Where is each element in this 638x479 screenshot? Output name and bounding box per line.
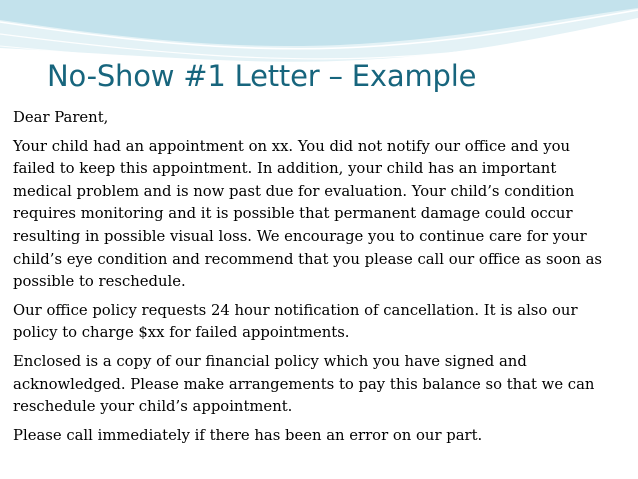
text-line: Dear Parent, xyxy=(13,109,109,126)
text-line: resulting in possible visual loss. We encourage you to continue care for your xyxy=(13,227,587,245)
text-line: Our office policy requests 24 hour notification of cancellation. It is also our xyxy=(13,301,578,319)
text-line: policy to charge $xx for failed appointments. xyxy=(13,324,350,342)
text-line: Your child had an appointment on xx. You did not notify our office and you xyxy=(13,137,571,155)
letter-greeting xyxy=(13,107,633,130)
text-line: Please call immediately if there has been an error on our part. xyxy=(13,426,483,444)
letter-paragraph-closing xyxy=(13,425,633,448)
text-line: Enclosed is a copy of our financial policy which you have signed and xyxy=(13,352,527,370)
text-line: reschedule your child’s appointment. xyxy=(13,398,293,416)
text-line: medical problem and is now past due for evaluation. Your child’s condition xyxy=(13,182,575,200)
slide-title: No-Show #1 Letter – Example xyxy=(47,59,477,93)
text-line: failed to keep this appointment. In addition, your child has an important xyxy=(13,160,557,178)
letter-paragraph-policy xyxy=(13,300,633,345)
letter-paragraph-missed-appointment xyxy=(13,136,633,294)
text-line: possible to reschedule. xyxy=(13,273,186,291)
letter-paragraph-enclosed xyxy=(13,351,633,419)
text-line: child’s eye condition and recommend that you please call our office as soon as xyxy=(13,250,603,268)
text-line: acknowledged. Please make arrangements to pay this balance so that we can xyxy=(13,375,595,393)
text-line: requires monitoring and it is possible that permanent damage could occur xyxy=(13,205,573,223)
letter-body xyxy=(13,107,633,453)
